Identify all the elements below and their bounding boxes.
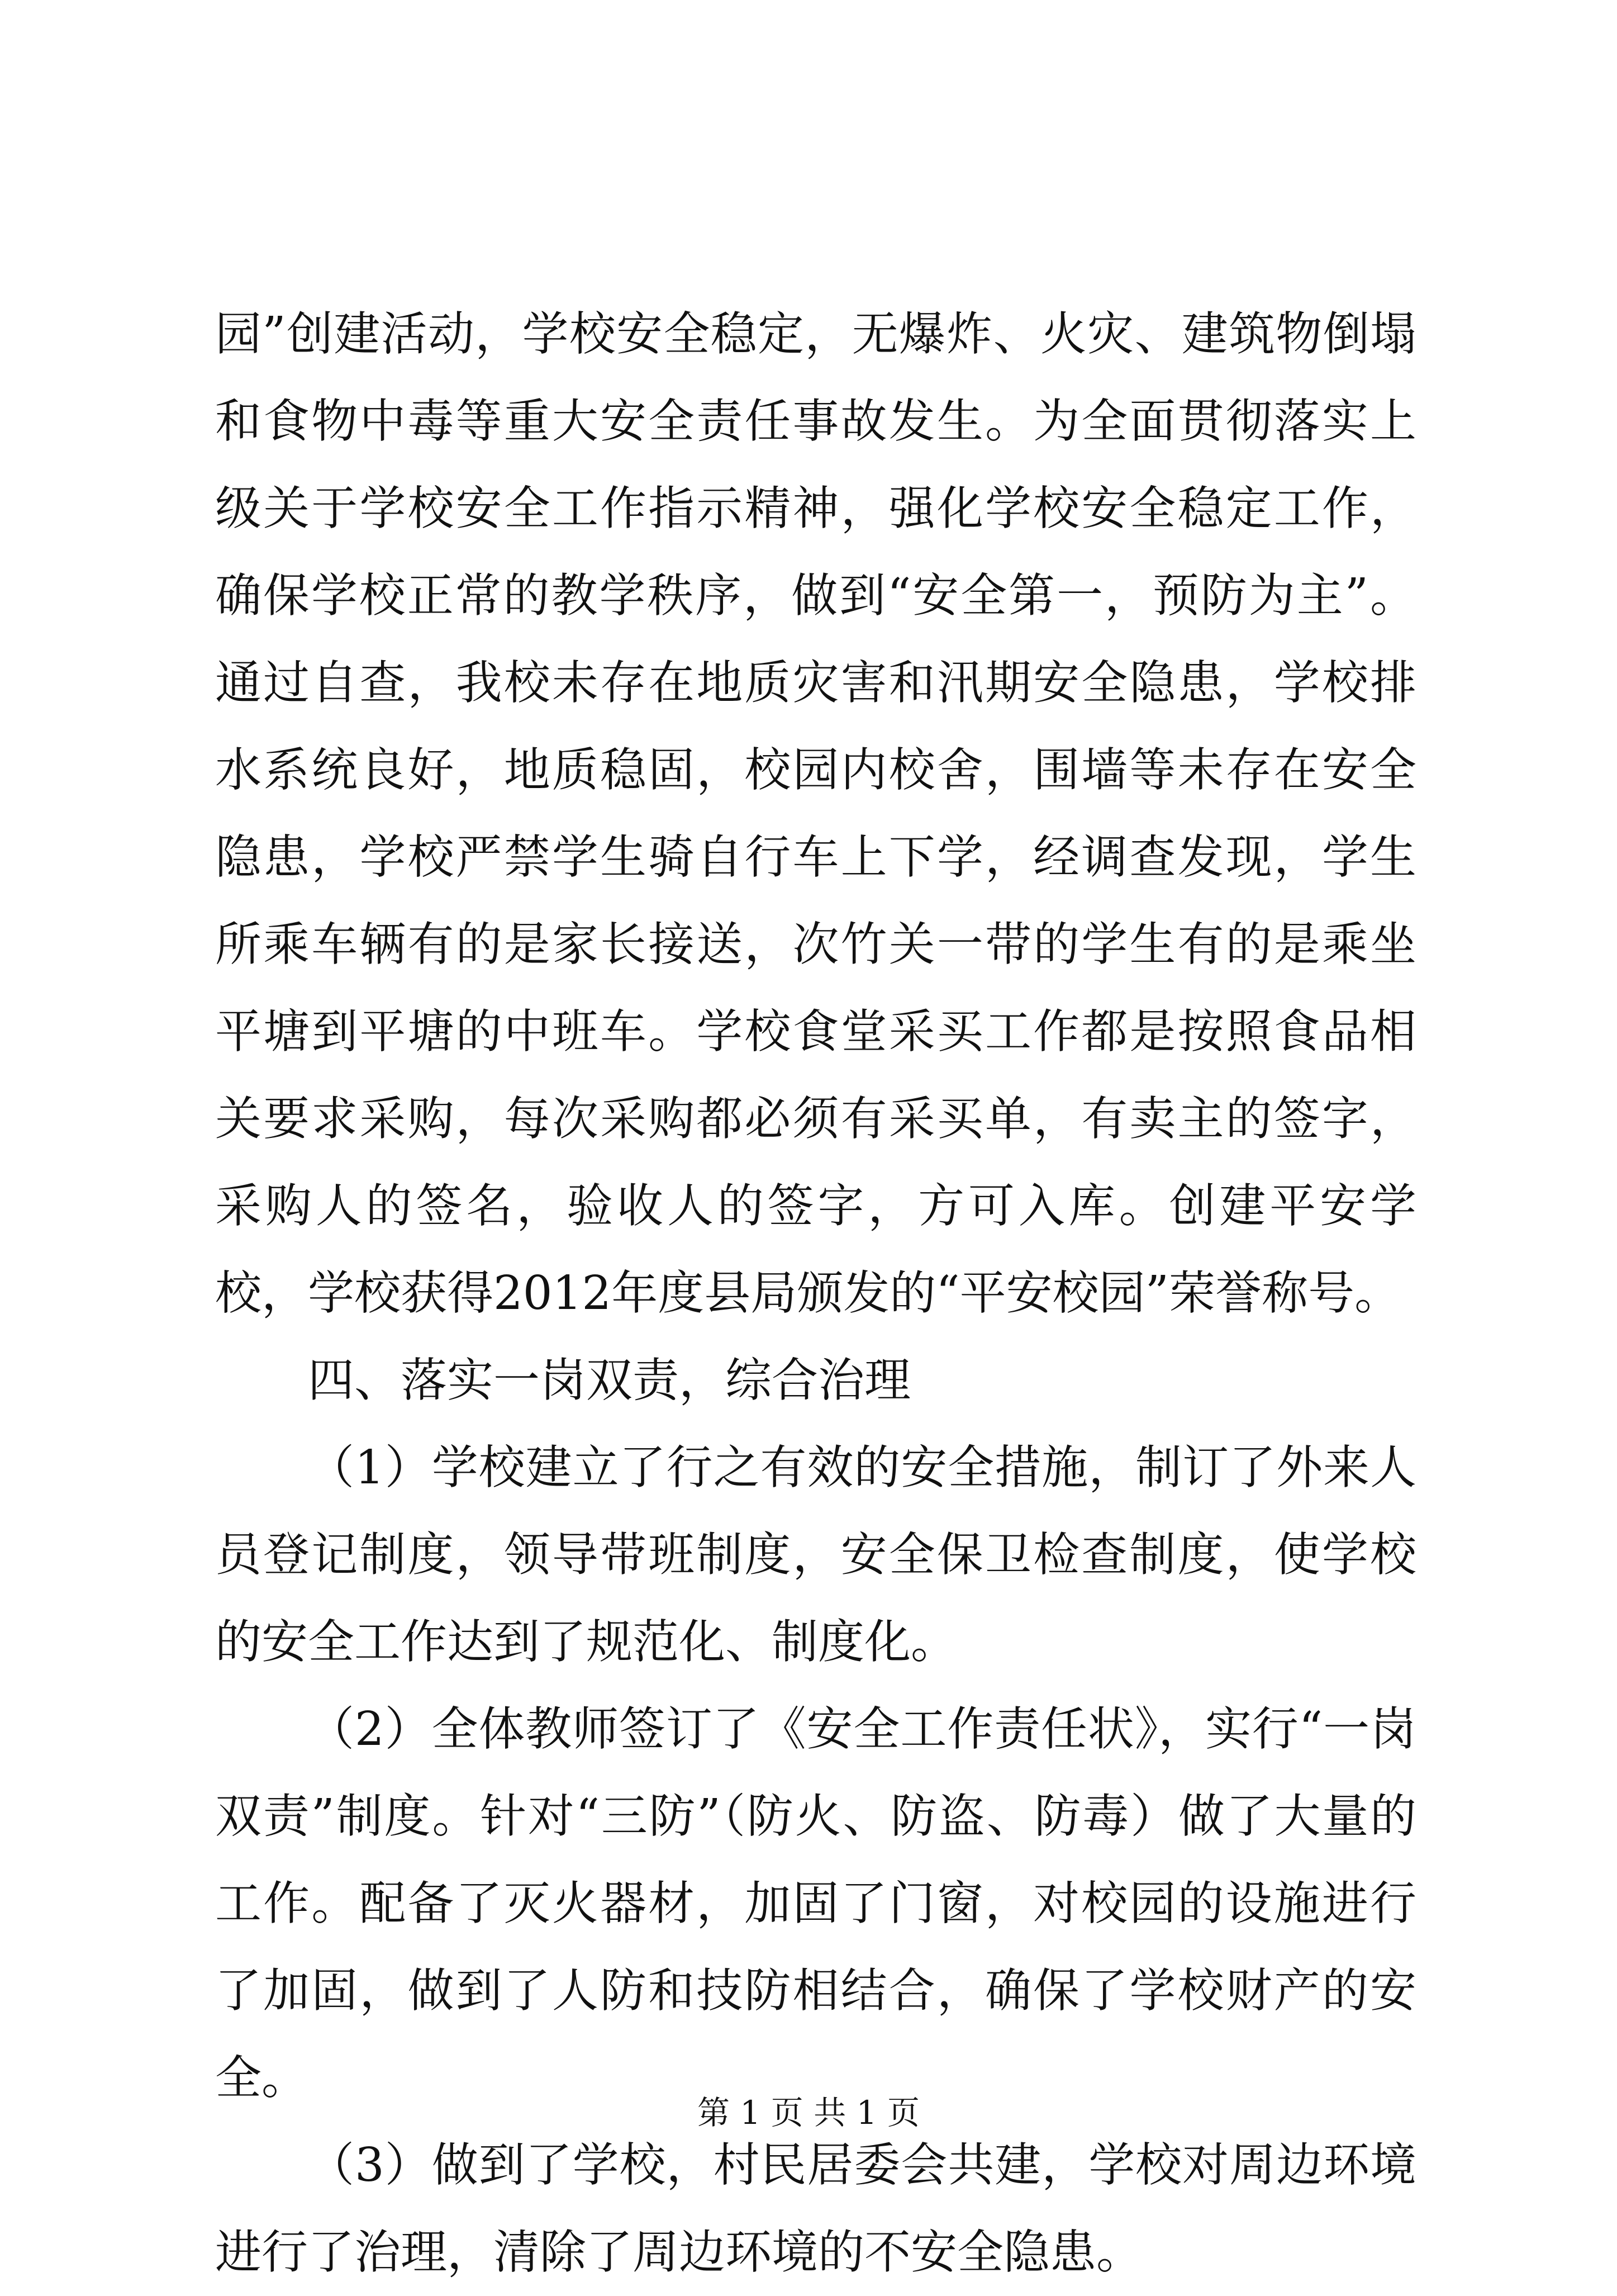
document-body — [215, 291, 1416, 2296]
paragraph-safe-campus: 园”创建活动，学校安全稳定，无爆炸、火灾、建筑物倒塌和食物中毒等重大安全责任事故发生。为全面贯彻落实上级关于学校安全工作指示精神，强化学校安全稳定工作，确保学校正常的教学秩序，做到“安全第一，预防为主”。通过自查，我校未存在地质灾害和汛期安全隐患，学校排水系统良好，地质稳固，校园内校舍，围墙等未存在安全隐患，学校严禁学生骑自行车上下学，经调查发现，学生所乘车辆有的是家长接送，次竹关一带的学生有的是乘坐平塘到平塘的中班车。学校食堂采买工作都是按照食品相关要求采购，每次采购都必须有采买单，有卖主的签字，采购人的签名，验收人的签字，方可入库。创建平安学校，学校获得2012年度县局颁发的“平安校园”荣誉称号。 — [215, 307, 1416, 1320]
paragraph-item-1: （1）学校建立了行之有效的安全措施，制订了外来人员登记制度，领导带班制度，安全保卫检查制度，使学校的安全工作达到了规范化、制度化。 — [215, 1440, 1416, 1669]
paragraph-item-3: （3）做到了学校，村民居委会共建，学校对周边环境进行了治理，清除了周边环境的不安全隐患。 — [215, 2138, 1416, 2279]
paragraph-item-2: （2）全体教师签订了《安全工作责任状》，实行“一岗双责”制度。针对“三防”（防火、防盗、防毒）做了大量的工作。配备了灭火器材，加固了门窗，对校园的设施进行了加固，做到了人防和技防相结合，确保了学校财产的安全。 — [215, 1702, 1416, 2105]
page-number-footer: 第 1 页 共 1 页 — [697, 2094, 920, 2132]
section-heading-one-post-two-duties: 四、落实一岗双责，综合治理 — [308, 1353, 911, 1407]
